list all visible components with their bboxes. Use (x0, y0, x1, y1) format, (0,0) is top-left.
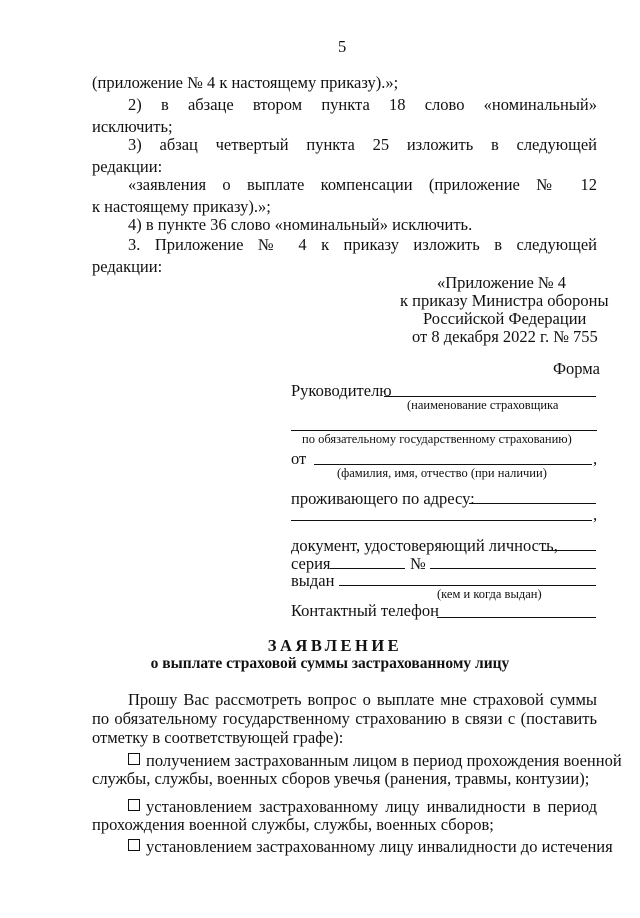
number-field[interactable] (430, 568, 596, 569)
request-line: отметку в соответствующей графе): (92, 728, 344, 747)
request-line: по обязательному государственному страхованию в связи с (поставить (92, 709, 597, 728)
name-caption: (фамилия, имя, отчество (при наличии) (337, 466, 547, 480)
body-line: 3) абзац четвертый пункта 25 изложить в следующей (128, 135, 597, 154)
full-name-field[interactable] (314, 464, 592, 465)
document-subtitle: о выплате страховой суммы застрахованному лицу (150, 655, 510, 672)
body-line: исключить; (92, 117, 173, 136)
body-line: (приложение № 4 к настоящему приказу).»; (92, 73, 399, 92)
body-line: к настоящему приказу).»; (92, 197, 271, 216)
body-line: редакции: (92, 257, 163, 276)
number-label: № (410, 554, 426, 573)
id-field[interactable] (543, 550, 596, 551)
body-line: редакции: (92, 157, 163, 176)
form-label: Форма (553, 359, 600, 378)
option-disability-after[interactable] (128, 836, 613, 858)
phone-label: Контактный телефон (291, 601, 439, 620)
insurer-field-2[interactable] (291, 430, 597, 431)
document-title: ЗАЯВЛЕНИЕ (267, 636, 403, 655)
checkbox-icon[interactable] (128, 799, 140, 811)
to-label: Руководителю (291, 381, 392, 400)
insurer-field[interactable] (384, 396, 596, 397)
phone-field[interactable] (437, 617, 596, 618)
address-comma: , (593, 505, 598, 524)
series-field[interactable] (330, 568, 405, 569)
option-text: службы, службы, военных сборов увечья (ранения, травмы, контузии); (92, 769, 590, 788)
appendix-line: от 8 декабря 2022 г. № 755 (412, 327, 598, 346)
series-label: серия (291, 554, 331, 573)
checkbox-icon[interactable] (128, 839, 140, 851)
address-field[interactable] (469, 503, 596, 504)
option-text: установлением застрахованному лицу инвалидности в период (146, 797, 597, 816)
address-field-2[interactable] (291, 520, 592, 521)
body-line: 4) в пункте 36 слово «номинальный» исключить. (128, 215, 473, 234)
appendix-line: Российской Федерации (423, 309, 587, 328)
option-text: получением застрахованным лицом в период прохождения военной (146, 751, 622, 770)
request-line: Прошу Вас рассмотреть вопрос о выплате мне страховой суммы (128, 690, 597, 709)
appendix-line: к приказу Министра обороны (400, 291, 609, 310)
address-label: проживающего по адресу: (291, 489, 475, 508)
body-line: 2) в абзаце втором пункта 18 слово «номинальный» (128, 95, 597, 114)
body-line: «заявления о выплате компенсации (приложение № 12 (128, 175, 597, 194)
issued-label: выдан (291, 571, 335, 590)
issued-caption: (кем и когда выдан) (437, 587, 542, 601)
option-text: установлением застрахованному лицу инвалидности до истечения (146, 837, 613, 856)
option-text: прохождения военной службы, службы, военных сборов; (92, 815, 494, 834)
checkbox-icon[interactable] (128, 753, 140, 765)
insurer-caption: (наименование страховщика (407, 398, 559, 412)
appendix-line: «Приложение № 4 (437, 273, 567, 292)
from-label: от (291, 449, 307, 468)
body-line: 3. Приложение № 4 к приказу изложить в следующей (128, 235, 597, 254)
from-comma: , (593, 449, 598, 468)
issued-field[interactable] (339, 585, 596, 586)
page-number: 5 (338, 37, 347, 56)
id-label: документ, удостоверяющий личность, (291, 536, 558, 555)
insurance-caption: по обязательному государственному страхованию) (302, 432, 572, 446)
